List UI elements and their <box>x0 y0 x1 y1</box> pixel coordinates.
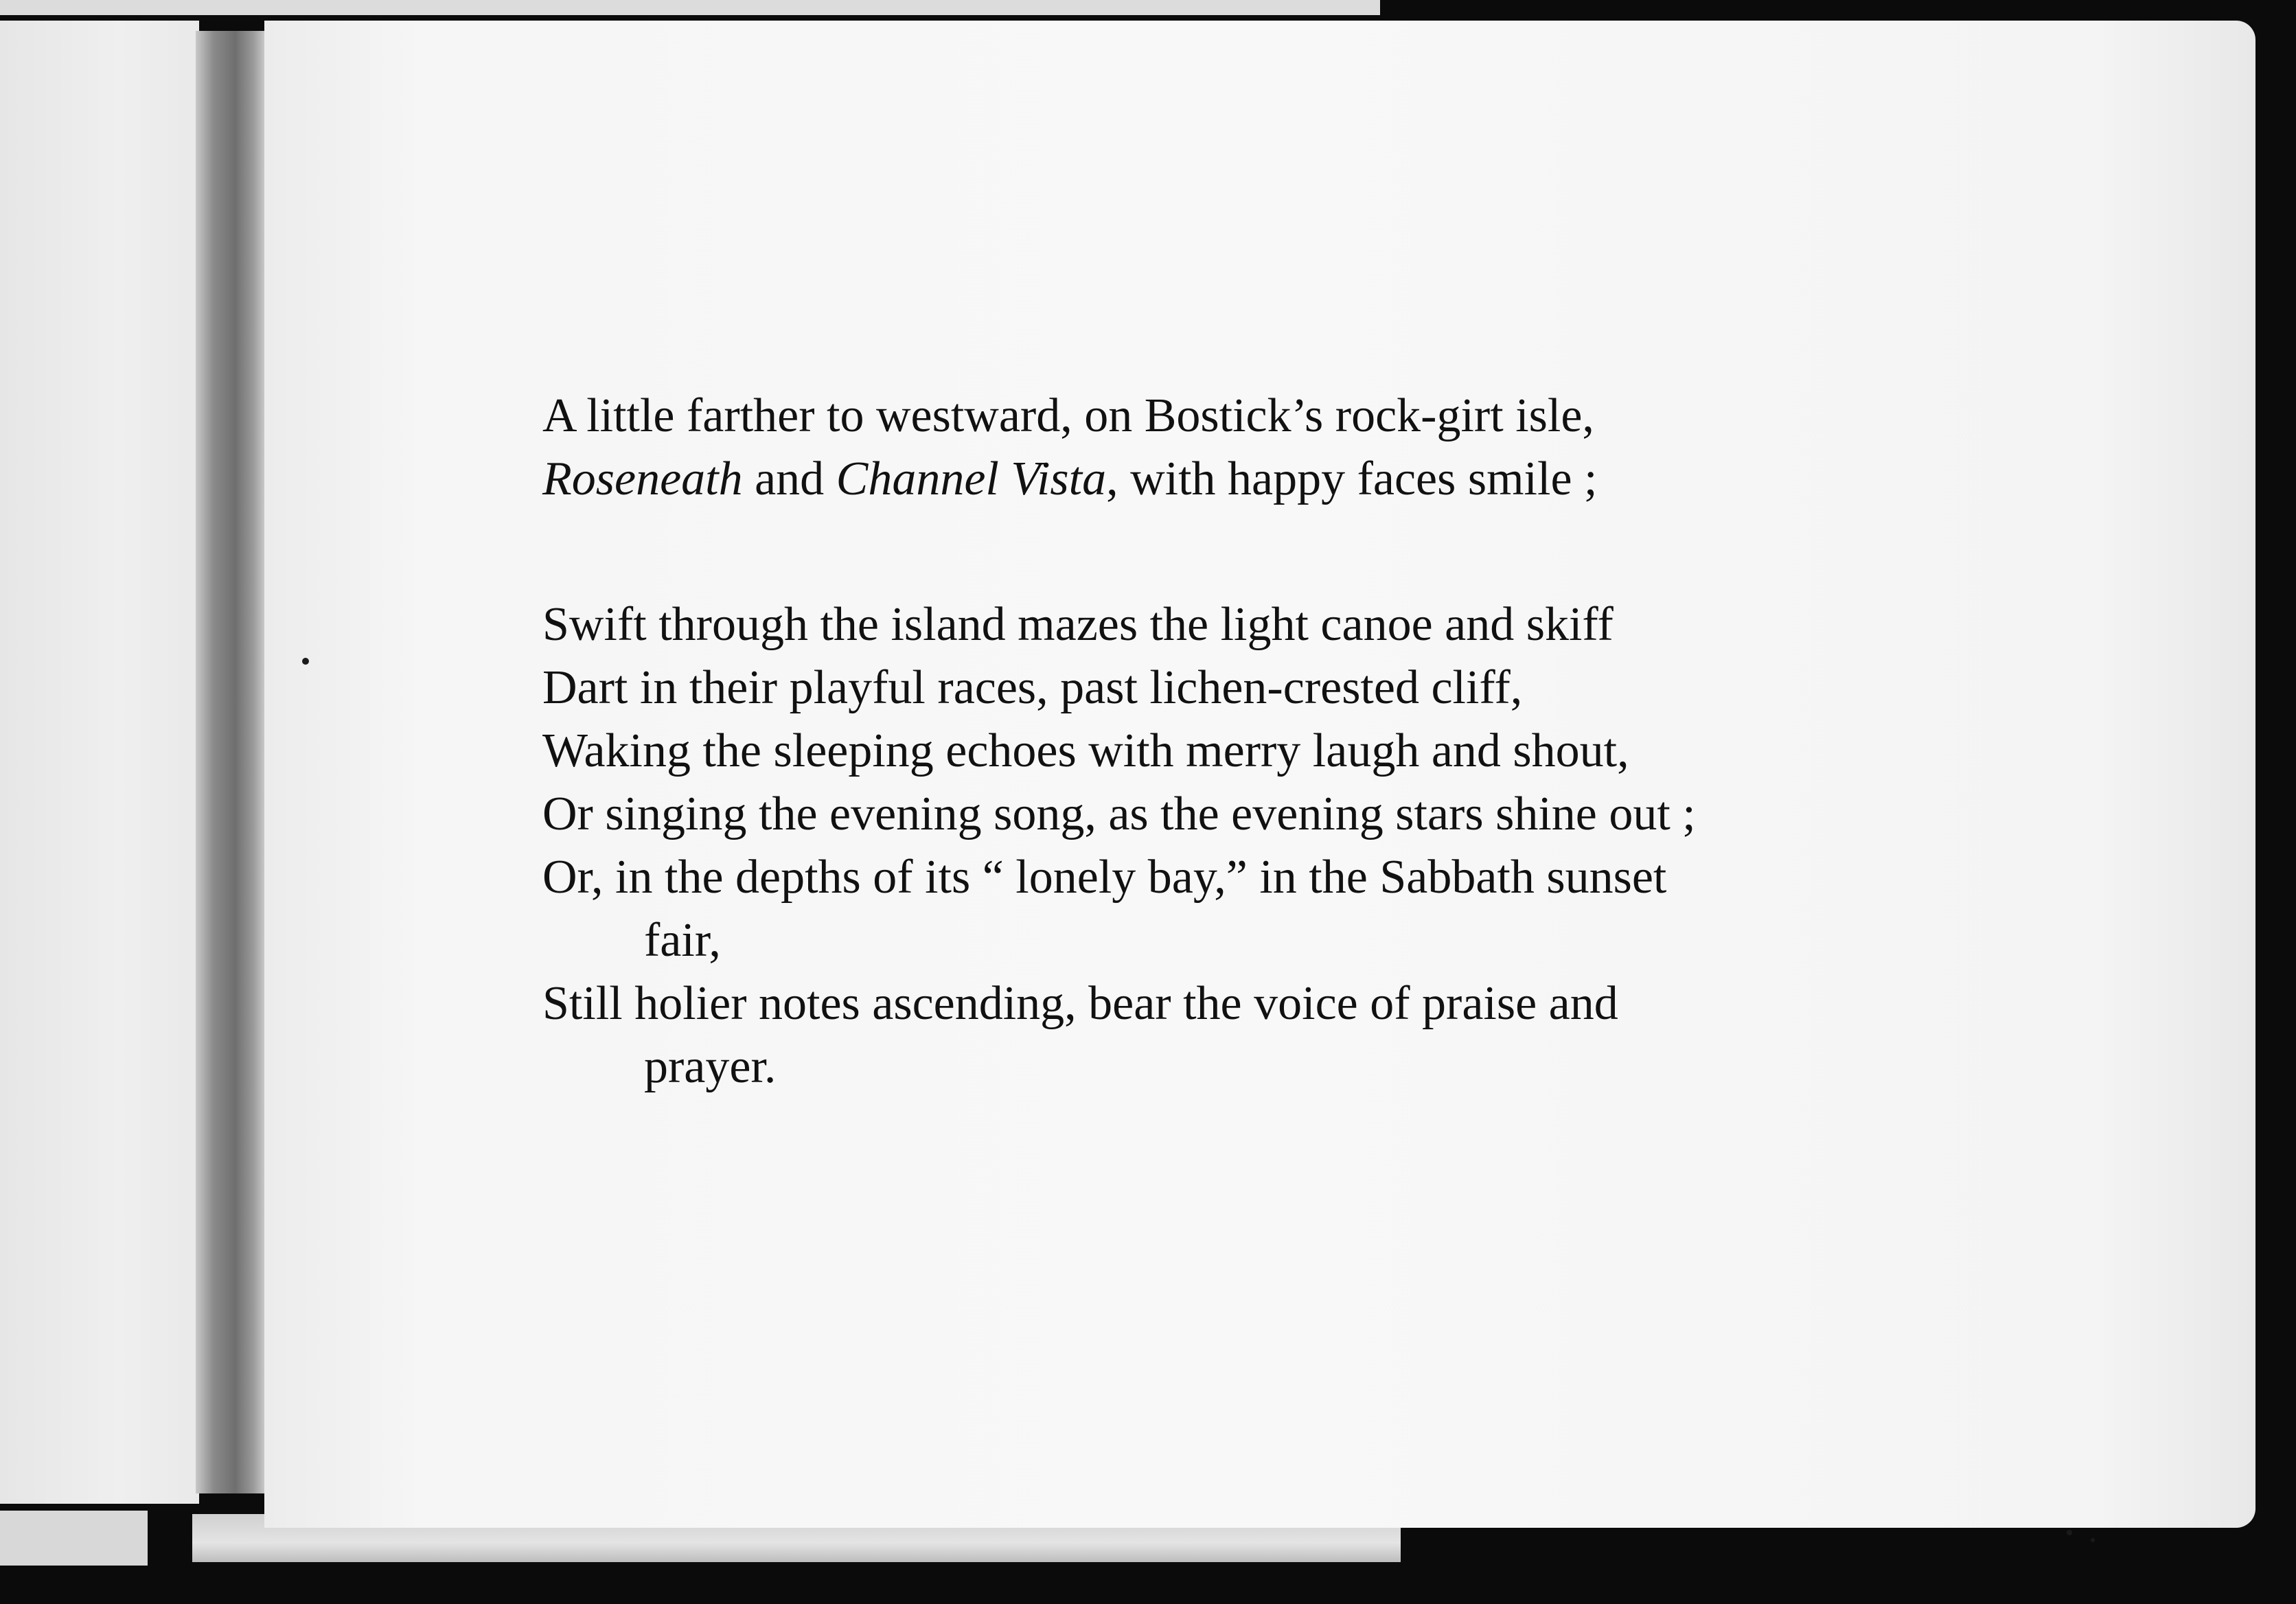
poem-line: Still holier notes ascending, bear the voice of praise and <box>542 977 1618 1030</box>
poem-line: Swift through the island mazes the light canoe and skiff <box>542 598 1614 651</box>
place-name-channel-vista: Channel Vista <box>836 452 1107 505</box>
poem-line: Dart in their playful races, past lichen-crested cliff, <box>542 661 1523 714</box>
poem-line: Or, in the depths of its “ lonely bay,” in the Sabbath sunset <box>542 851 1667 904</box>
poem-line-continuation: prayer. <box>644 1040 777 1093</box>
stanza-1 <box>542 385 1916 511</box>
place-name-roseneath: Roseneath <box>542 452 743 505</box>
poem-line <box>542 448 1916 511</box>
conjunction: and <box>755 452 825 505</box>
bottom-page-edge-left <box>0 1511 148 1566</box>
poem-line: Or singing the evening song, as the evening stars shine out ; <box>542 788 1696 840</box>
stanza-break <box>542 511 1916 593</box>
top-page-edge <box>0 0 1380 15</box>
poem-line-continuation: fair, <box>644 914 721 967</box>
poem-line: A little farther to westward, on Bostick’s rock-girt isle, <box>542 389 1594 442</box>
line-remainder: , with happy faces smile ; <box>1106 452 1598 505</box>
poem-line: Waking the sleeping echoes with merry laugh and shout, <box>542 724 1629 777</box>
poem-text <box>542 385 1916 1099</box>
stanza-2 <box>542 593 1916 1099</box>
book-gutter-shadow <box>196 31 268 1493</box>
ink-speck <box>2091 1538 2095 1542</box>
ink-speck <box>302 658 309 665</box>
left-adjacent-page <box>0 21 199 1504</box>
ink-speck <box>2067 1530 2072 1535</box>
